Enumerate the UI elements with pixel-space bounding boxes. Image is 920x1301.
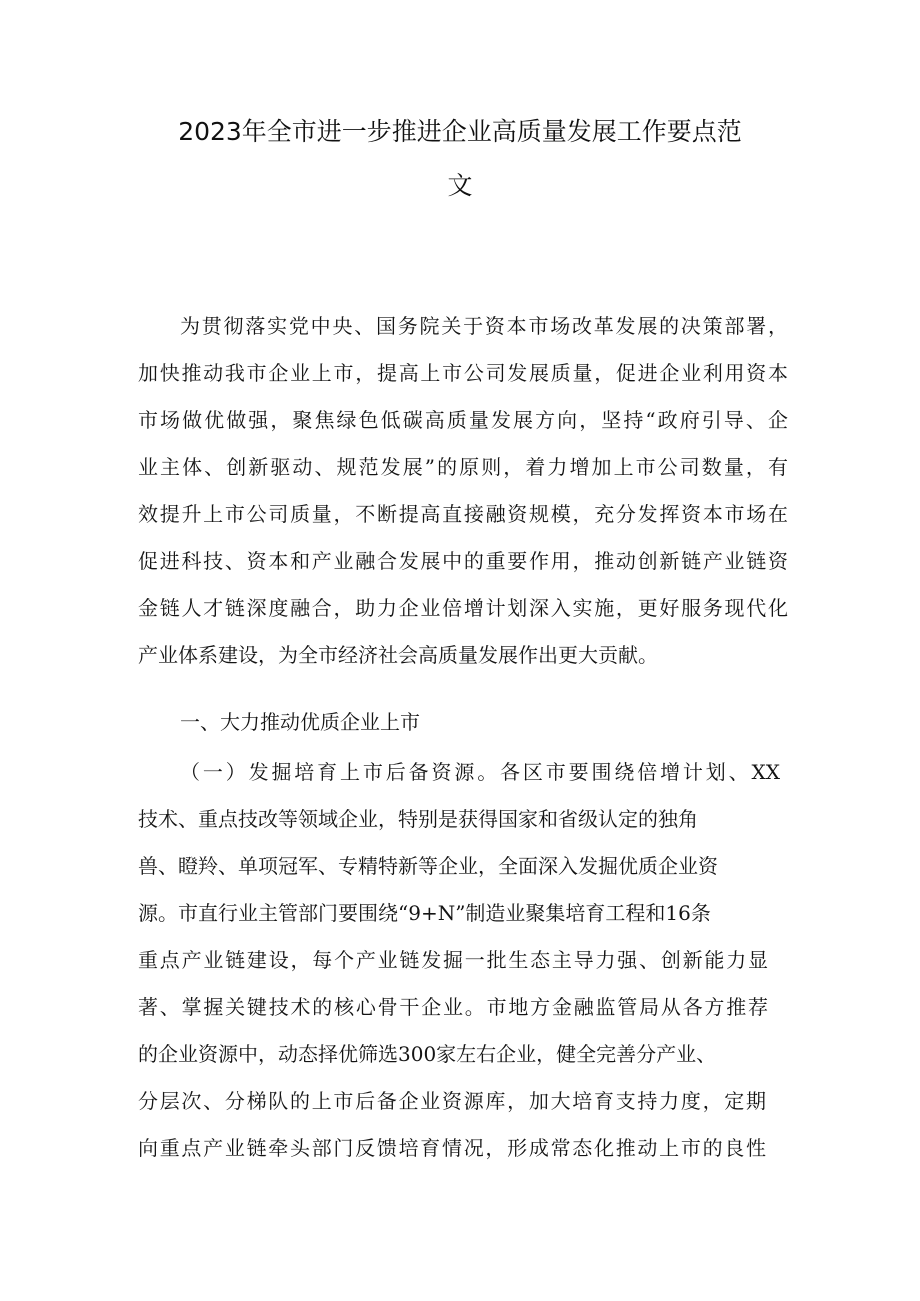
paragraph-line: 著、掌握关键技术的核心骨干企业。市地方金融监管局从各方推荐 bbox=[138, 995, 768, 1019]
paragraph-line: 促进科技、资本和产业融合发展中的重要作用，推动创新链产业链资 bbox=[138, 549, 788, 573]
paragraph-line: 效提升上市公司质量，不断提高直接融资规模，充分发挥资本市场在 bbox=[138, 502, 788, 526]
paragraph-line: 业主体、创新驱动、规范发展”的原则，着力增加上市公司数量，有 bbox=[138, 455, 788, 479]
paragraph-line: 加快推动我市企业上市，提高上市公司发展质量，促进企业利用资本 bbox=[138, 361, 788, 385]
paragraph-line: 分层次、分梯队的上市后备企业资源库，加大培育支持力度，定期 bbox=[138, 1089, 766, 1113]
section-heading: 一、大力推动优质企业上市 bbox=[180, 710, 420, 734]
paragraph-line: 向重点产业链牵头部门反馈培育情况，形成常态化推动上市的良性 bbox=[138, 1136, 766, 1160]
paragraph-line: 的企业资源中，动态择优筛选300家左右企业，健全完善分产业、 bbox=[138, 1042, 717, 1066]
document-title-line-1: 2023年全市进一步推进企业高质量发展工作要点范 bbox=[178, 117, 742, 146]
paragraph-line: 为贯彻落实党中央、国务院关于资本市场改革发展的决策部署， bbox=[180, 314, 788, 338]
paragraph-line: 源。市直行业主管部门要围绕“9+N”制造业聚集培育工程和16条 bbox=[138, 901, 711, 925]
paragraph-line: 兽、瞪羚、单项冠军、专精特新等企业，全面深入发掘优质企业资 bbox=[138, 854, 718, 878]
paragraph-line-last: 产业体系建设，为全市经济社会高质量发展作出更大贡献。 bbox=[138, 643, 658, 667]
paragraph-line: 市场做优做强，聚焦绿色低碳高质量发展方向，坚持“政府引导、企 bbox=[138, 408, 788, 432]
paragraph-line: 金链人才链深度融合，助力企业倍增计划深入实施，更好服务现代化 bbox=[138, 596, 788, 620]
paragraph-line: 重点产业链建设，每个产业链发掘一批生态主导力强、创新能力显 bbox=[138, 948, 768, 972]
paragraph-line: （一）发掘培育上市后备资源。各区市要围绕倍增计划、XX bbox=[180, 760, 780, 784]
document-title-line-2: 文 bbox=[447, 171, 473, 200]
paragraph-line: 技术、重点技改等领域企业，特别是获得国家和省级认定的独角 bbox=[138, 807, 698, 831]
